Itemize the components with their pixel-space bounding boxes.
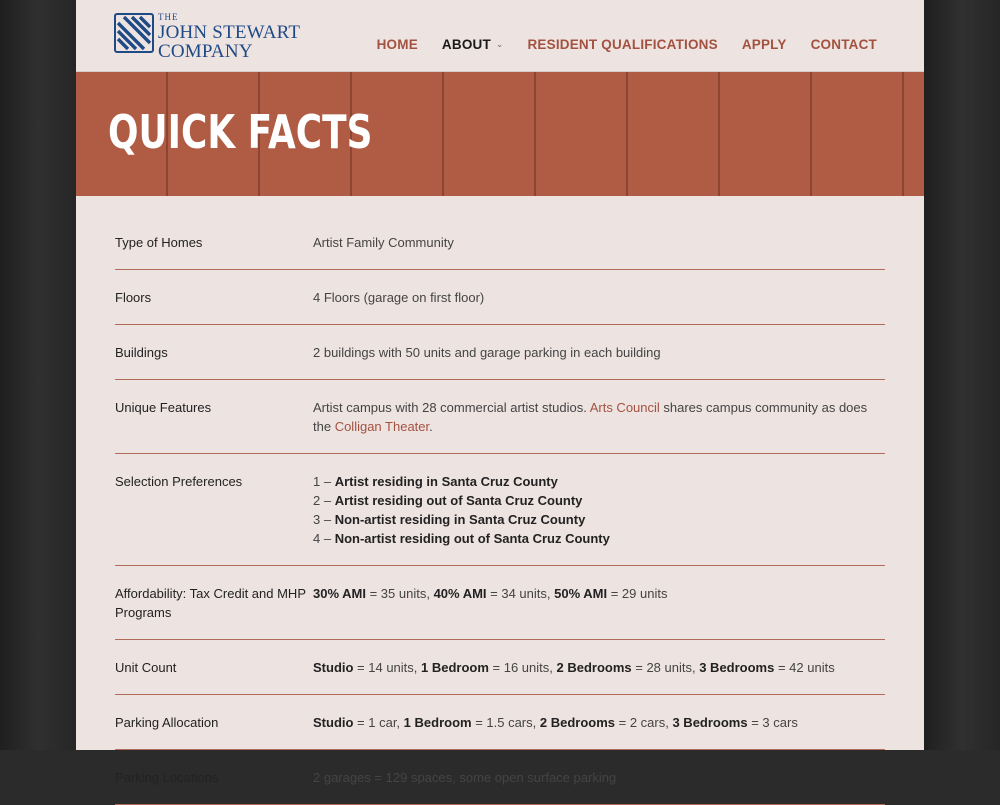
parking-value: = 1 car, [353,715,404,730]
nav-home[interactable]: HOME [376,37,418,52]
parking-value: = 2 cars, [615,715,673,730]
quick-facts-table [115,216,885,805]
unit-type: Studio [313,715,354,730]
preference-text: Non-artist residing out of Santa Cruz County [334,531,610,546]
preference-number: 2 – [313,493,335,508]
fact-value [313,584,885,622]
fact-label: Affordability: Tax Credit and MHP Programs [115,586,306,620]
fact-label: Buildings [115,345,168,360]
unit-value: = 28 units, [631,660,700,675]
unique-features-text-2: shares campus community as does the [313,400,868,434]
fact-label: Floors [115,290,152,305]
fact-value: 2 buildings with 50 units and garage parking in each building [313,345,661,360]
unit-type: Studio [313,660,354,675]
unit-type: 1 Bedroom [421,660,489,675]
logo-the: THE [158,12,179,22]
preference-text: Artist residing in Santa Cruz County [334,474,558,489]
ami-label: 50% AMI [554,586,608,601]
nav-resident-qualifications[interactable]: RESIDENT QUALIFICATIONS [527,37,718,52]
unit-type: 3 Bedrooms [672,715,748,730]
ami-value: = 35 units, [365,586,434,601]
background-left [0,0,76,750]
page [76,0,924,785]
ami-label: 30% AMI [313,586,366,601]
fact-row-selection-preferences [115,454,885,566]
unit-type: 3 Bedrooms [699,660,775,675]
site-header [76,0,924,72]
nav-about-wrapper[interactable] [442,37,504,52]
ami-value: = 29 units [607,586,668,601]
background-right [924,0,1000,750]
fact-label: Unique Features [115,400,212,415]
logo-wordmark [158,13,300,61]
unique-features-text-1: Artist campus with 28 commercial artist studios. [313,400,590,415]
fact-row-parking-allocation [115,695,885,750]
preference-item [313,529,885,548]
ami-label: 40% AMI [433,586,487,601]
company-logo[interactable] [114,13,300,61]
preference-text: Non-artist residing in Santa Cruz County [334,512,586,527]
nav-contact[interactable]: CONTACT [810,37,877,52]
arts-council-link[interactable]: Arts Council [589,400,660,415]
preference-item [313,472,885,491]
logo-line-1: JOHN STEWART [158,22,301,43]
fact-value [313,472,885,548]
nav-about[interactable]: ABOUT [441,37,491,52]
fact-label: Selection Preferences [115,474,243,489]
unit-value: = 42 units [774,660,835,675]
ami-value: = 34 units, [486,586,555,601]
page-title: QUICK FACTS [108,105,373,159]
fact-row-buildings [115,325,885,380]
fact-value [313,658,885,677]
nav-apply[interactable]: APPLY [741,37,787,52]
unit-type: 1 Bedroom [403,715,472,730]
unique-features-text-3: . [429,419,433,434]
logo-line-2: COMPANY [158,41,253,62]
unit-value: = 14 units, [353,660,422,675]
colligan-theater-link[interactable]: Colligan Theater [334,419,430,434]
preference-item [313,491,885,510]
preference-number: 4 – [313,531,335,546]
fact-row-unit-count [115,640,885,695]
fact-row-type-of-homes [115,216,885,270]
fact-label: Parking Locations [115,770,219,785]
logo-stripes-icon [114,13,154,53]
fact-row-unique-features [115,380,885,454]
parking-value: = 1.5 cars, [471,715,540,730]
fact-label: Unit Count [115,660,177,675]
preference-item [313,510,885,529]
chevron-down-icon[interactable]: ⌄ [495,39,504,49]
fact-value: 2 garages = 129 spaces, some open surface parking [313,770,617,785]
fact-value [313,398,885,436]
preference-number: 1 – [313,474,335,489]
preference-number: 3 – [313,512,335,527]
fact-value: 4 Floors (garage on first floor) [313,290,485,305]
main-nav [377,37,877,52]
fact-value [313,713,885,732]
fact-label: Type of Homes [115,235,203,250]
fact-row-floors [115,270,885,325]
unit-value: = 16 units, [488,660,557,675]
unit-type: 2 Bedrooms [539,715,616,730]
fact-value: Artist Family Community [313,235,454,250]
fact-label: Parking Allocation [115,715,219,730]
page-banner [76,72,924,196]
parking-value: = 3 cars [747,715,798,730]
fact-row-parking-locations [115,750,885,805]
unit-type: 2 Bedrooms [556,660,632,675]
preference-text: Artist residing out of Santa Cruz County [334,493,583,508]
fact-row-affordability [115,566,885,640]
